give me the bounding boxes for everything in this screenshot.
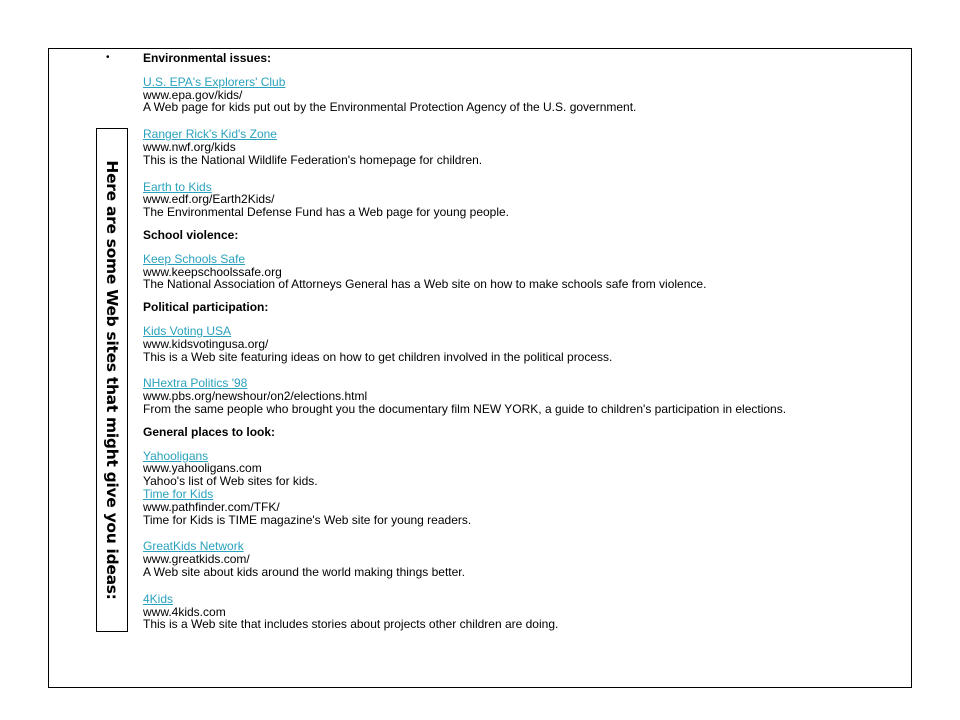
site-entry: [143, 325, 903, 363]
site-url: www.pathfinder.com/TFK/: [143, 499, 280, 514]
site-link-yahooligans[interactable]: Yahooligans: [143, 448, 209, 463]
site-url: www.epa.gov/kids/: [143, 87, 243, 102]
site-url: www.pbs.org/newshour/on2/elections.html: [143, 389, 368, 404]
site-description: Time for Kids is TIME magazine's Web site for young readers.: [143, 512, 472, 527]
site-entry: [143, 377, 903, 415]
site-url: www.keepschoolssafe.org: [143, 264, 282, 279]
site-entry: [143, 450, 903, 488]
section-heading: School violence:: [143, 227, 239, 242]
site-url: www.greatkids.com/: [143, 552, 250, 567]
site-description: The Environmental Defense Fund has a Web page for young people.: [143, 205, 510, 220]
web-sites-list: [143, 52, 903, 631]
site-entry: [143, 128, 903, 166]
section-heading: Political participation:: [143, 300, 269, 315]
site-link-epa[interactable]: U.S. EPA's Explorers' Club: [143, 74, 286, 89]
section-environmental: [143, 52, 903, 219]
bullet-point: •: [106, 52, 110, 63]
site-description: A Web page for kids put out by the Environmental Protection Agency of the U.S. government.: [143, 100, 637, 115]
site-entry: [143, 488, 903, 526]
site-link-earth-to-kids[interactable]: Earth to Kids: [143, 179, 212, 194]
site-link-kids-voting[interactable]: Kids Voting USA: [143, 323, 232, 338]
site-description: Yahoo's list of Web sites for kids.: [143, 474, 318, 489]
site-description: The National Association of Attorneys General has a Web site on how to make schools safe from violence.: [143, 277, 707, 292]
site-url: www.kidsvotingusa.org/: [143, 336, 269, 351]
site-description: This is the National Wildlife Federation's homepage for children.: [143, 152, 483, 167]
site-description: This is a Web site featuring ideas on how to get children involved in the political process.: [143, 349, 613, 364]
site-description: A Web site about kids around the world making things better.: [143, 564, 465, 579]
site-description: From the same people who brought you the documentary film NEW YORK, a guide to children's participation in elections.: [143, 401, 787, 416]
site-url: www.nwf.org/kids: [143, 139, 236, 154]
site-entry: [143, 253, 903, 291]
side-banner-text: Here are some Web sites that might give you ideas:: [103, 160, 121, 600]
site-description: This is a Web site that includes stories about projects other children are doing.: [143, 617, 559, 632]
site-link-ranger-rick[interactable]: Ranger Rick's Kid's Zone: [143, 127, 277, 142]
site-link-keep-schools-safe[interactable]: Keep Schools Safe: [143, 251, 246, 266]
site-url: www.edf.org/Earth2Kids/: [143, 192, 275, 207]
site-entry: [143, 181, 903, 219]
section-school-violence: [143, 229, 903, 291]
section-political: [143, 301, 903, 416]
site-entry: [143, 76, 903, 114]
section-general: [143, 426, 903, 631]
site-url: www.yahooligans.com: [143, 461, 262, 476]
side-banner-box: [96, 128, 128, 632]
site-link-4kids[interactable]: 4Kids: [143, 591, 174, 606]
section-heading: General places to look:: [143, 424, 276, 439]
section-heading: Environmental issues:: [143, 51, 272, 65]
site-link-greatkids[interactable]: GreatKids Network: [143, 539, 244, 554]
site-link-nhextra[interactable]: NHextra Politics '98: [143, 376, 248, 391]
site-link-time-for-kids[interactable]: Time for Kids: [143, 486, 214, 501]
site-entry: [143, 540, 903, 578]
site-url: www.4kids.com: [143, 604, 226, 619]
site-entry: [143, 593, 903, 631]
